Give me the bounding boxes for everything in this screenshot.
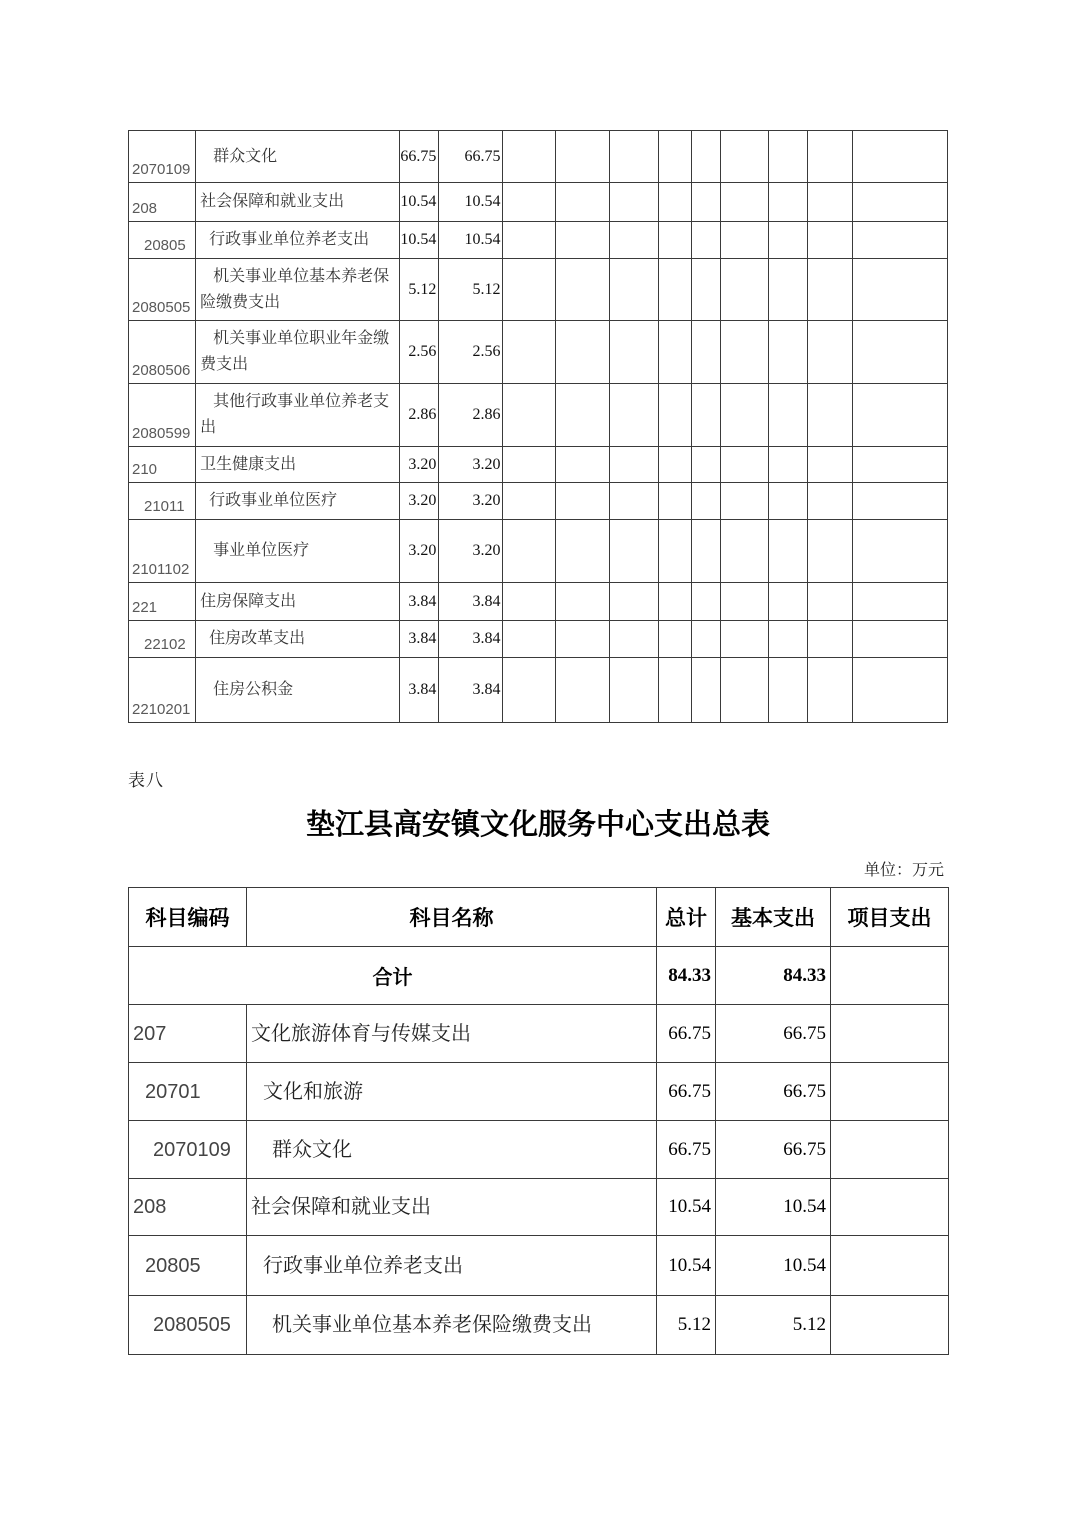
table-row — [129, 183, 948, 222]
empty-cell — [852, 520, 947, 583]
subject-name-cell: 行政事业单位医疗 — [196, 483, 400, 520]
empty-cell — [658, 583, 691, 621]
table-row — [129, 259, 948, 321]
empty-cell — [691, 520, 720, 583]
subject-code-cell: 208 — [129, 1179, 247, 1236]
total-value-cell: 3.20 — [400, 483, 439, 520]
empty-cell — [691, 384, 720, 447]
empty-cell — [720, 321, 768, 384]
subject-name-cell: 住房公积金 — [196, 658, 400, 723]
empty-cell — [555, 131, 609, 183]
empty-cell — [720, 447, 768, 483]
basic-value-cell: 10.54 — [439, 183, 503, 222]
empty-cell — [503, 583, 555, 621]
table-row — [129, 621, 948, 658]
column-header: 项目支出 — [831, 888, 949, 947]
empty-cell — [807, 222, 852, 259]
table-row — [129, 658, 948, 723]
empty-cell — [768, 131, 807, 183]
table-header-row — [129, 888, 949, 947]
table-row — [129, 483, 948, 520]
empty-cell — [768, 222, 807, 259]
total-value-cell: 10.54 — [400, 183, 439, 222]
empty-cell — [852, 658, 947, 723]
basic-value-cell: 5.12 — [716, 1296, 831, 1355]
empty-cell — [807, 520, 852, 583]
basic-value-cell: 10.54 — [716, 1236, 831, 1296]
total-value-cell: 5.12 — [657, 1296, 716, 1355]
empty-cell — [852, 447, 947, 483]
empty-cell — [503, 483, 555, 520]
empty-cell — [852, 259, 947, 321]
empty-cell — [720, 384, 768, 447]
empty-cell — [658, 483, 691, 520]
total-value-cell: 66.75 — [657, 1005, 716, 1063]
table-row — [129, 1179, 949, 1236]
empty-cell — [658, 222, 691, 259]
empty-cell — [852, 384, 947, 447]
basic-value-cell: 66.75 — [716, 1005, 831, 1063]
project-value-cell — [831, 1063, 949, 1121]
total-value-cell: 3.84 — [400, 583, 439, 621]
basic-value-cell: 66.75 — [439, 131, 503, 183]
empty-cell — [852, 621, 947, 658]
empty-cell — [691, 259, 720, 321]
total-value-cell: 10.54 — [657, 1179, 716, 1236]
total-value-cell: 2.86 — [400, 384, 439, 447]
continuation-expenditure-table — [128, 130, 948, 723]
table-row — [129, 1236, 949, 1296]
subject-code-cell: 208 — [129, 183, 196, 222]
table-row — [129, 447, 948, 483]
subject-code-cell: 2080505 — [129, 1296, 247, 1355]
empty-cell — [720, 621, 768, 658]
subject-code-cell: 2101102 — [129, 520, 196, 583]
empty-cell — [807, 658, 852, 723]
empty-cell — [720, 483, 768, 520]
grand-total-row — [129, 947, 949, 1005]
empty-cell — [807, 259, 852, 321]
empty-cell — [691, 131, 720, 183]
empty-cell — [691, 183, 720, 222]
empty-cell — [503, 321, 555, 384]
empty-cell — [720, 583, 768, 621]
empty-cell — [807, 483, 852, 520]
empty-cell — [852, 483, 947, 520]
table-row — [129, 520, 948, 583]
table-number-label: 表八 — [128, 771, 164, 790]
subject-name-cell: 机关事业单位职业年金缴费支出 — [196, 321, 400, 384]
empty-cell — [720, 658, 768, 723]
subject-code-cell: 2210201 — [129, 658, 196, 723]
subject-name-cell: 机关事业单位基本养老保险缴费支出 — [247, 1296, 657, 1355]
basic-value-cell: 66.75 — [716, 1063, 831, 1121]
subject-code-cell: 2070109 — [129, 1121, 247, 1179]
basic-value-cell: 2.86 — [439, 384, 503, 447]
subject-code-cell: 21011 — [129, 483, 196, 520]
empty-cell — [807, 131, 852, 183]
project-value-cell — [831, 1005, 949, 1063]
empty-cell — [658, 259, 691, 321]
empty-cell — [720, 259, 768, 321]
project-value-cell — [831, 1179, 949, 1236]
empty-cell — [555, 583, 609, 621]
empty-cell — [609, 384, 658, 447]
empty-cell — [691, 583, 720, 621]
empty-cell — [691, 621, 720, 658]
empty-cell — [609, 658, 658, 723]
empty-cell — [609, 259, 658, 321]
empty-cell — [807, 583, 852, 621]
total-value-cell: 2.56 — [400, 321, 439, 384]
empty-cell — [503, 658, 555, 723]
empty-cell — [555, 321, 609, 384]
basic-value-cell: 3.84 — [439, 621, 503, 658]
empty-cell — [555, 183, 609, 222]
column-header: 总计 — [657, 888, 716, 947]
table-row — [129, 1005, 949, 1063]
subject-code-cell: 221 — [129, 583, 196, 621]
basic-value-cell: 2.56 — [439, 321, 503, 384]
empty-cell — [555, 621, 609, 658]
empty-cell — [768, 520, 807, 583]
empty-cell — [720, 520, 768, 583]
table-row — [129, 384, 948, 447]
empty-cell — [555, 658, 609, 723]
total-label-cell: 合计 — [129, 947, 657, 1005]
subject-name-cell: 社会保障和就业支出 — [196, 183, 400, 222]
total-value-cell: 10.54 — [400, 222, 439, 259]
total-value-cell: 66.75 — [657, 1063, 716, 1121]
basic-value-cell: 3.20 — [439, 520, 503, 583]
empty-cell — [768, 658, 807, 723]
empty-cell — [768, 259, 807, 321]
subject-name-cell: 群众文化 — [196, 131, 400, 183]
empty-cell — [658, 183, 691, 222]
empty-cell — [555, 520, 609, 583]
subject-code-cell: 20805 — [129, 1236, 247, 1296]
empty-cell — [768, 621, 807, 658]
empty-cell — [503, 183, 555, 222]
empty-cell — [691, 483, 720, 520]
total-value-cell: 3.84 — [400, 658, 439, 723]
basic-value-cell: 3.84 — [439, 583, 503, 621]
subject-name-cell: 其他行政事业单位养老支出 — [196, 384, 400, 447]
empty-cell — [658, 321, 691, 384]
empty-cell — [807, 384, 852, 447]
empty-cell — [658, 384, 691, 447]
empty-cell — [609, 222, 658, 259]
subject-name-cell: 行政事业单位养老支出 — [196, 222, 400, 259]
empty-cell — [609, 321, 658, 384]
empty-cell — [807, 621, 852, 658]
empty-cell — [609, 483, 658, 520]
subject-name-cell: 机关事业单位基本养老保险缴费支出 — [196, 259, 400, 321]
empty-cell — [503, 222, 555, 259]
subject-name-cell: 住房保障支出 — [196, 583, 400, 621]
subject-code-cell: 2080599 — [129, 384, 196, 447]
total-value-cell: 3.20 — [400, 520, 439, 583]
column-header: 科目编码 — [129, 888, 247, 947]
subject-name-cell: 文化旅游体育与传媒支出 — [247, 1005, 657, 1063]
empty-cell — [852, 583, 947, 621]
empty-cell — [503, 447, 555, 483]
project-value-cell — [831, 1121, 949, 1179]
subject-code-cell: 210 — [129, 447, 196, 483]
table-row — [129, 131, 948, 183]
empty-cell — [503, 384, 555, 447]
subject-code-cell: 2080505 — [129, 259, 196, 321]
basic-value-cell: 5.12 — [439, 259, 503, 321]
table-row — [129, 1296, 949, 1355]
basic-value-cell: 10.54 — [439, 222, 503, 259]
basic-value-cell: 84.33 — [716, 947, 831, 1005]
project-value-cell — [831, 1236, 949, 1296]
total-value-cell: 66.75 — [657, 1121, 716, 1179]
empty-cell — [852, 131, 947, 183]
project-value-cell — [831, 947, 949, 1005]
empty-cell — [768, 183, 807, 222]
empty-cell — [609, 447, 658, 483]
empty-cell — [807, 321, 852, 384]
unit-note: 单位：万元 — [863, 862, 944, 879]
empty-cell — [555, 259, 609, 321]
subject-code-cell: 22102 — [129, 621, 196, 658]
empty-cell — [658, 621, 691, 658]
empty-cell — [609, 583, 658, 621]
empty-cell — [807, 183, 852, 222]
empty-cell — [658, 447, 691, 483]
table-row — [129, 583, 948, 621]
empty-cell — [720, 222, 768, 259]
empty-cell — [768, 483, 807, 520]
empty-cell — [609, 131, 658, 183]
subject-name-cell: 群众文化 — [247, 1121, 657, 1179]
expenditure-summary-table — [128, 887, 949, 1355]
page-title: 垫江县高安镇文化服务中心支出总表 — [305, 809, 770, 841]
empty-cell — [768, 384, 807, 447]
table-row — [129, 1121, 949, 1179]
subject-name-cell: 文化和旅游 — [247, 1063, 657, 1121]
total-value-cell: 10.54 — [657, 1236, 716, 1296]
empty-cell — [503, 259, 555, 321]
basic-value-cell: 3.20 — [439, 447, 503, 483]
total-value-cell: 5.12 — [400, 259, 439, 321]
subject-code-cell: 20805 — [129, 222, 196, 259]
empty-cell — [768, 321, 807, 384]
basic-value-cell: 3.84 — [439, 658, 503, 723]
empty-cell — [807, 447, 852, 483]
basic-value-cell: 66.75 — [716, 1121, 831, 1179]
empty-cell — [658, 658, 691, 723]
empty-cell — [720, 183, 768, 222]
empty-cell — [503, 520, 555, 583]
empty-cell — [691, 447, 720, 483]
empty-cell — [609, 183, 658, 222]
basic-value-cell: 3.20 — [439, 483, 503, 520]
empty-cell — [768, 583, 807, 621]
basic-value-cell: 10.54 — [716, 1179, 831, 1236]
total-value-cell: 84.33 — [657, 947, 716, 1005]
subject-name-cell: 卫生健康支出 — [196, 447, 400, 483]
empty-cell — [720, 131, 768, 183]
empty-cell — [852, 183, 947, 222]
empty-cell — [691, 222, 720, 259]
column-header: 基本支出 — [716, 888, 831, 947]
empty-cell — [658, 520, 691, 583]
empty-cell — [691, 658, 720, 723]
empty-cell — [852, 222, 947, 259]
subject-code-cell: 20701 — [129, 1063, 247, 1121]
empty-cell — [555, 384, 609, 447]
column-header: 科目名称 — [247, 888, 657, 947]
empty-cell — [503, 621, 555, 658]
total-value-cell: 3.84 — [400, 621, 439, 658]
empty-cell — [768, 447, 807, 483]
total-value-cell: 3.20 — [400, 447, 439, 483]
subject-code-cell: 207 — [129, 1005, 247, 1063]
empty-cell — [658, 131, 691, 183]
table-row — [129, 222, 948, 259]
subject-code-cell: 2070109 — [129, 131, 196, 183]
subject-name-cell: 事业单位医疗 — [196, 520, 400, 583]
empty-cell — [555, 447, 609, 483]
empty-cell — [609, 621, 658, 658]
empty-cell — [555, 483, 609, 520]
table-row — [129, 321, 948, 384]
subject-name-cell: 社会保障和就业支出 — [247, 1179, 657, 1236]
subject-code-cell: 2080506 — [129, 321, 196, 384]
subject-name-cell: 住房改革支出 — [196, 621, 400, 658]
empty-cell — [503, 131, 555, 183]
empty-cell — [852, 321, 947, 384]
total-value-cell: 66.75 — [400, 131, 439, 183]
empty-cell — [555, 222, 609, 259]
subject-name-cell: 行政事业单位养老支出 — [247, 1236, 657, 1296]
project-value-cell — [831, 1296, 949, 1355]
empty-cell — [691, 321, 720, 384]
table-row — [129, 1063, 949, 1121]
empty-cell — [609, 520, 658, 583]
